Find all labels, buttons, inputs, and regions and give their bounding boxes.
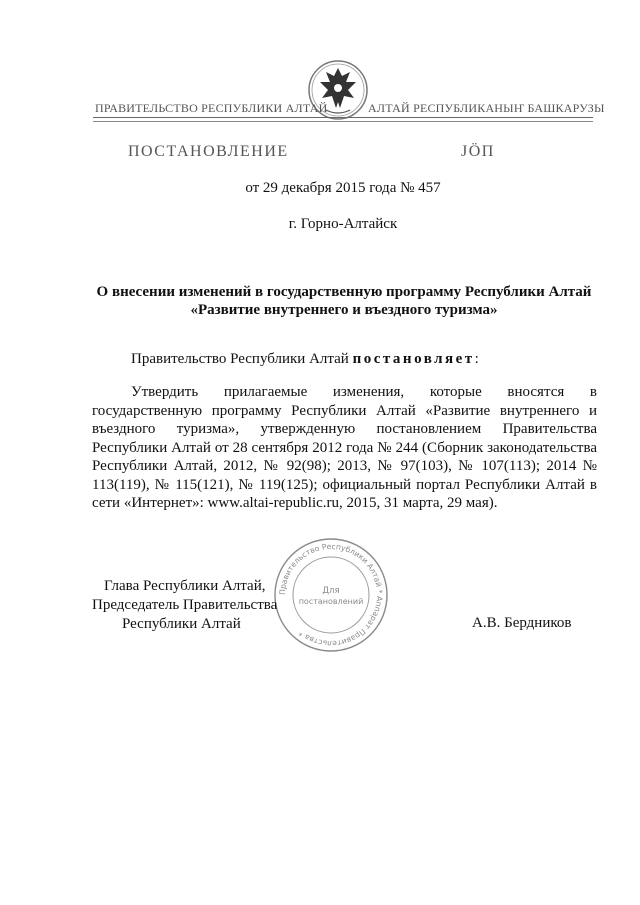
signatory-position-line-1: Глава Республики Алтай, xyxy=(104,578,266,594)
signatory-name: А.В. Бердников xyxy=(472,615,572,631)
resolves-suffix: : xyxy=(474,351,479,367)
stamp-center-line-1: Для xyxy=(322,586,340,596)
header-rule-top xyxy=(93,117,593,118)
signatory-position-line-3: Республики Алтай xyxy=(122,616,241,632)
document-type: ПОСТАНОВЛЕНИЕ xyxy=(128,143,289,160)
body-paragraph: Утвердить прилагаемые изменения, которые вносятся в государственную программу Республики Алтай «Развитие внутреннего и въездного туризма», утвержденную постановлением Правительства Республики Алтай от 28 сентября 2012 года № 244 (Сборник законодательства Республики Алтай, 2012, № 92(98); 2013, № 97(103), № 107(113); 2014 № 113(119), № 115(121), № 119(125); официальный портал Республики Алтай в сети «Интернет»: www.altai-republic.ru, 2015, 31 марта, 29 мая). xyxy=(92,384,597,511)
resolves-line xyxy=(131,351,479,368)
resolves-word: постановляет xyxy=(352,351,475,367)
resolves-prefix: Правительство Республики Алтай xyxy=(131,351,353,367)
stamp-center-line-2: постановлений xyxy=(298,597,364,606)
signatory-position xyxy=(92,577,277,634)
header-rule-bottom xyxy=(93,121,593,122)
header-right-title: АЛТАЙ РЕСПУБЛИКАНЫҤ БАШКАРУЗЫ xyxy=(368,101,605,115)
document-type-alt: JÖП xyxy=(461,143,495,160)
document-city: г. Горно-Алтайск xyxy=(288,216,398,232)
document-date-number: от 29 декабря 2015 года № 457 xyxy=(245,180,441,196)
title-line-2: «Развитие внутреннего и въездного туризма» xyxy=(190,302,498,318)
stamp-ring-text: Правительство Республики Алтай * Аппарат Правительства * xyxy=(277,541,385,649)
header-left-title: ПРАВИТЕЛЬСТВО РЕСПУБЛИКИ АЛТАЙ xyxy=(95,101,328,115)
official-stamp xyxy=(272,536,390,654)
title-line-1: О внесении изменений в государственную программу Республики Алтай xyxy=(96,284,592,300)
signatory-position-line-2: Председатель Правительства xyxy=(92,597,278,613)
document-title xyxy=(90,283,598,319)
